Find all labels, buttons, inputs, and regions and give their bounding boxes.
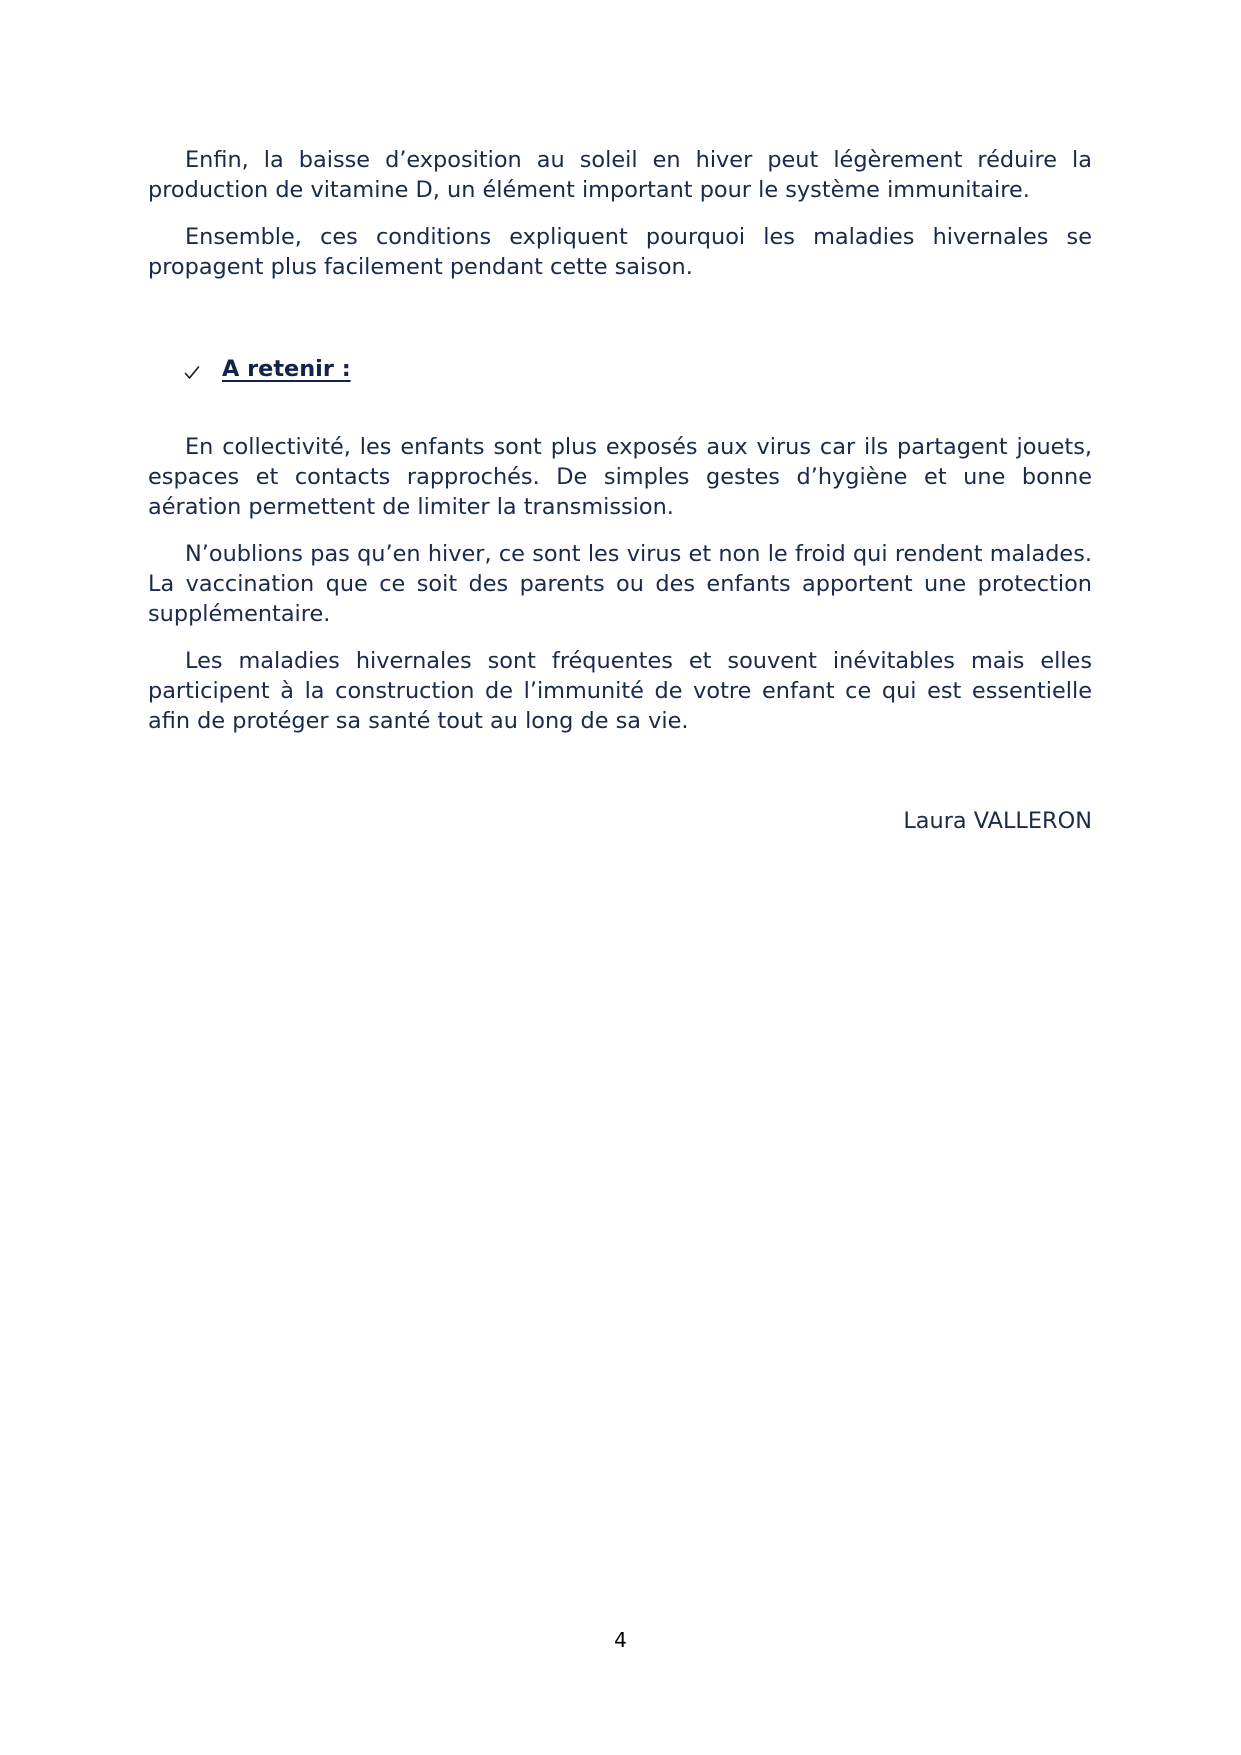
section-heading [148, 352, 1092, 386]
page-number: 4 [614, 1628, 627, 1652]
section-title: A retenir : [222, 356, 351, 382]
paragraph-virus-froid: N’oublions pas qu’en hiver, ce sont les virus et non le froid qui rendent malades. La vaccination que ce soit des parents ou des enfants apportent une protection supplémentaire. [148, 541, 1092, 627]
check-icon [184, 359, 200, 375]
paragraph-conditions: Ensemble, ces conditions expliquent pourquoi les maladies hivernales se propagent plus facilement pendant cette saison. [148, 224, 1092, 280]
author-signature: Laura VALLERON [903, 808, 1092, 834]
paragraph-immunite: Les maladies hivernales sont fréquentes et souvent inévitables mais elles participent à la construction de l’immunité de votre enfant ce qui est essentielle afin de protéger sa santé tout au long de sa vie. [148, 648, 1092, 734]
paragraph-collectivite: En collectivité, les enfants sont plus exposés aux virus car ils partagent jouets, espaces et contacts rapprochés. De simples gestes d’hygiène et une bonne aération permettent de limiter la transmission. [148, 434, 1092, 520]
document-body [148, 145, 1092, 836]
paragraph-vitamin-d: Enfin, la baisse d’exposition au soleil en hiver peut légèrement réduire la production de vitamine D, un élément important pour le système immunitaire. [148, 147, 1092, 203]
